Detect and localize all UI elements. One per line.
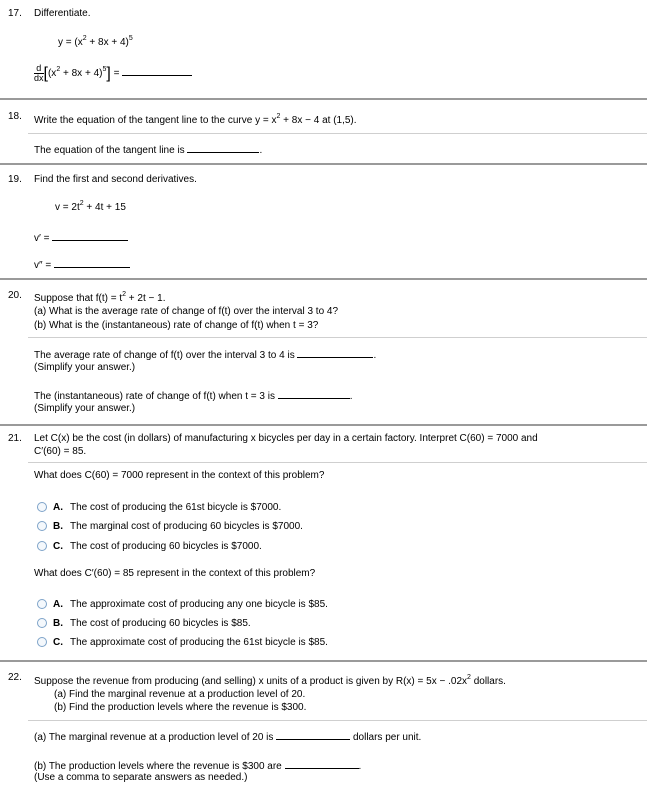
q17-ans-exp5: 5: [102, 66, 107, 74]
q22-number: 22.: [8, 672, 22, 683]
option-letter: C.: [53, 541, 63, 552]
q19-v2-input[interactable]: [54, 257, 130, 268]
q22-prompt-a: Suppose the revenue from producing (and selling) x units of a product is given by R(x) = 5x − .02x: [34, 676, 468, 687]
option-text: The cost of producing 60 bicycles is $85.: [70, 618, 251, 629]
q22-part-a: (a) Find the marginal revenue at a production level of 20.: [54, 689, 306, 700]
q21-sub2-option-a[interactable]: [37, 599, 328, 610]
q19-eq-exp: 2: [79, 200, 84, 207]
q17-ans-text: (x: [47, 68, 57, 80]
radio-button[interactable]: [37, 521, 47, 531]
divider: [0, 660, 647, 662]
option-text: The marginal cost of producing 60 bicycles is $7000.: [70, 521, 303, 532]
option-letter: A.: [53, 599, 63, 610]
q22-answer-a-label: (a) The marginal revenue at a production level of 20 is: [34, 732, 274, 743]
q17-prompt: Differentiate.: [34, 8, 91, 19]
q20-answer-b-label: The (instantaneous) rate of change of f(t) when t = 3 is: [34, 391, 275, 402]
q20-answer-a-row: [34, 347, 376, 361]
q19-eq-a: v = 2t: [55, 202, 80, 213]
q20-simplify-a: (Simplify your answer.): [34, 362, 136, 373]
q17-eq-exp5: 5: [128, 35, 133, 42]
divider: [28, 133, 647, 134]
q22-prompt-b: dollars.: [470, 676, 506, 687]
option-text: The cost of producing the 61st bicycle is $7000.: [70, 502, 282, 513]
q21-prompt-line2: C′(60) = 85.: [34, 446, 87, 457]
q19-number: 19.: [8, 174, 22, 185]
q18-prompt: [34, 115, 357, 126]
q18-answer-label: The equation of the tangent line is: [34, 145, 185, 156]
q17-ans-rest: + 8x + 4): [60, 68, 103, 80]
q18-number: 18.: [8, 111, 22, 122]
divider: [28, 337, 647, 338]
q19-equation: [55, 202, 126, 213]
q20-prompt-a: Suppose that f(t) = t: [34, 293, 123, 304]
radio-button[interactable]: [37, 541, 47, 551]
q21-sub1-question: What does C(60) = 7000 represent in the context of this problem?: [34, 470, 325, 481]
q20-answer-a-input[interactable]: [297, 347, 373, 358]
q17-eq-exp2: 2: [82, 35, 87, 42]
q17-answer-row: [34, 64, 192, 83]
q22-part-b: (b) Find the production levels where the revenue is $300.: [54, 702, 307, 713]
q19-second-derivative-row: [34, 257, 130, 271]
q20-prompt: [34, 293, 166, 304]
q22-answer-a-input[interactable]: [276, 729, 350, 740]
option-letter: B.: [53, 521, 63, 532]
option-text: The approximate cost of producing any one bicycle is $85.: [70, 599, 328, 610]
divider: [0, 163, 647, 165]
q17-eq-rest: + 8x + 4): [86, 37, 129, 48]
q18-answer-input[interactable]: [187, 142, 259, 153]
q20-prompt-exp: 2: [122, 291, 127, 298]
q22-answer-b-note: (Use a comma to separate answers as needed.): [34, 772, 248, 783]
q17-answer-input[interactable]: [122, 65, 192, 76]
q19-v1-label: v′ =: [34, 233, 50, 244]
q21-sub1-option-c[interactable]: [37, 541, 262, 552]
q17-equation: [58, 37, 133, 48]
option-text: The approximate cost of producing the 61st bicycle is $85.: [70, 637, 328, 648]
q21-sub2-option-b[interactable]: [37, 618, 251, 629]
q19-v2-label: v″ =: [34, 260, 52, 271]
divider: [28, 720, 647, 721]
q20-part-b: (b) What is the (instantaneous) rate of change of f(t) when t = 3?: [34, 320, 319, 331]
option-text: The cost of producing 60 bicycles is $7000.: [70, 541, 262, 552]
q18-prompt-exp: 2: [276, 113, 281, 120]
q22-prompt-exp: 2: [467, 674, 471, 681]
divider: [0, 278, 647, 280]
q20-simplify-b: (Simplify your answer.): [34, 403, 136, 414]
option-letter: B.: [53, 618, 63, 629]
q20-answer-b-input[interactable]: [278, 388, 350, 399]
q22-answer-b-row: [34, 758, 361, 772]
q21-sub2-option-c[interactable]: [37, 637, 328, 648]
q22-period: .: [358, 761, 362, 772]
q22-answer-a-row: [34, 729, 421, 743]
q17-eq-text: y = (x: [58, 37, 83, 48]
radio-button[interactable]: [37, 637, 47, 647]
q20-number: 20.: [8, 290, 22, 301]
q18-prompt-b: + 8x − 4 at (1,5).: [280, 115, 357, 126]
q22-prompt: [34, 676, 506, 687]
q20-answer-a-label: The average rate of change of f(t) over the interval 3 to 4 is: [34, 350, 295, 361]
q22-answer-b-label: (b) The production levels where the revenue is $300 are: [34, 761, 282, 772]
q17-ans-exp2: 2: [56, 66, 61, 74]
q17-d-num: d: [36, 63, 42, 73]
q22-answer-b-input[interactable]: [285, 758, 359, 769]
q21-sub1-option-a[interactable]: [37, 502, 281, 513]
divider: [28, 462, 647, 463]
q21-sub2-question: What does C′(60) = 85 represent in the context of this problem?: [34, 568, 316, 579]
q20-answer-b-row: [34, 388, 353, 402]
q17-bracket-open: [: [43, 65, 48, 83]
option-letter: C.: [53, 637, 63, 648]
radio-button[interactable]: [37, 618, 47, 628]
q17-d-den: dx: [34, 73, 44, 83]
q21-sub1-option-b[interactable]: [37, 521, 303, 532]
q17-number: 17.: [8, 8, 22, 19]
radio-button[interactable]: [37, 599, 47, 609]
divider: [0, 424, 647, 426]
q18-answer-row: [34, 142, 262, 156]
q20-period-b: .: [349, 391, 353, 402]
divider: [0, 98, 647, 100]
q18-prompt-a: Write the equation of the tangent line to the curve y = x: [34, 115, 277, 126]
q17-bracket-close: ]: [106, 65, 111, 83]
q20-prompt-b: + 2t − 1.: [126, 293, 166, 304]
q21-prompt-line1: Let C(x) be the cost (in dollars) of manufacturing x bicycles per day in a certain factory. Interpret C(60) = 7000 and: [34, 433, 538, 444]
q21-number: 21.: [8, 433, 22, 444]
radio-button[interactable]: [37, 502, 47, 512]
option-letter: A.: [53, 502, 63, 513]
q20-period-a: .: [373, 350, 377, 361]
q20-part-a: (a) What is the average rate of change of f(t) over the interval 3 to 4?: [34, 306, 339, 317]
q19-v1-input[interactable]: [52, 230, 128, 241]
q19-eq-b: + 4t + 15: [83, 202, 126, 213]
q18-period: .: [259, 145, 263, 156]
q17-equals: =: [113, 68, 120, 80]
q19-prompt: Find the first and second derivatives.: [34, 174, 197, 185]
q17-derivative-operator: [34, 64, 44, 83]
q19-first-derivative-row: [34, 230, 128, 244]
q22-answer-a-unit: dollars per unit.: [352, 732, 422, 743]
